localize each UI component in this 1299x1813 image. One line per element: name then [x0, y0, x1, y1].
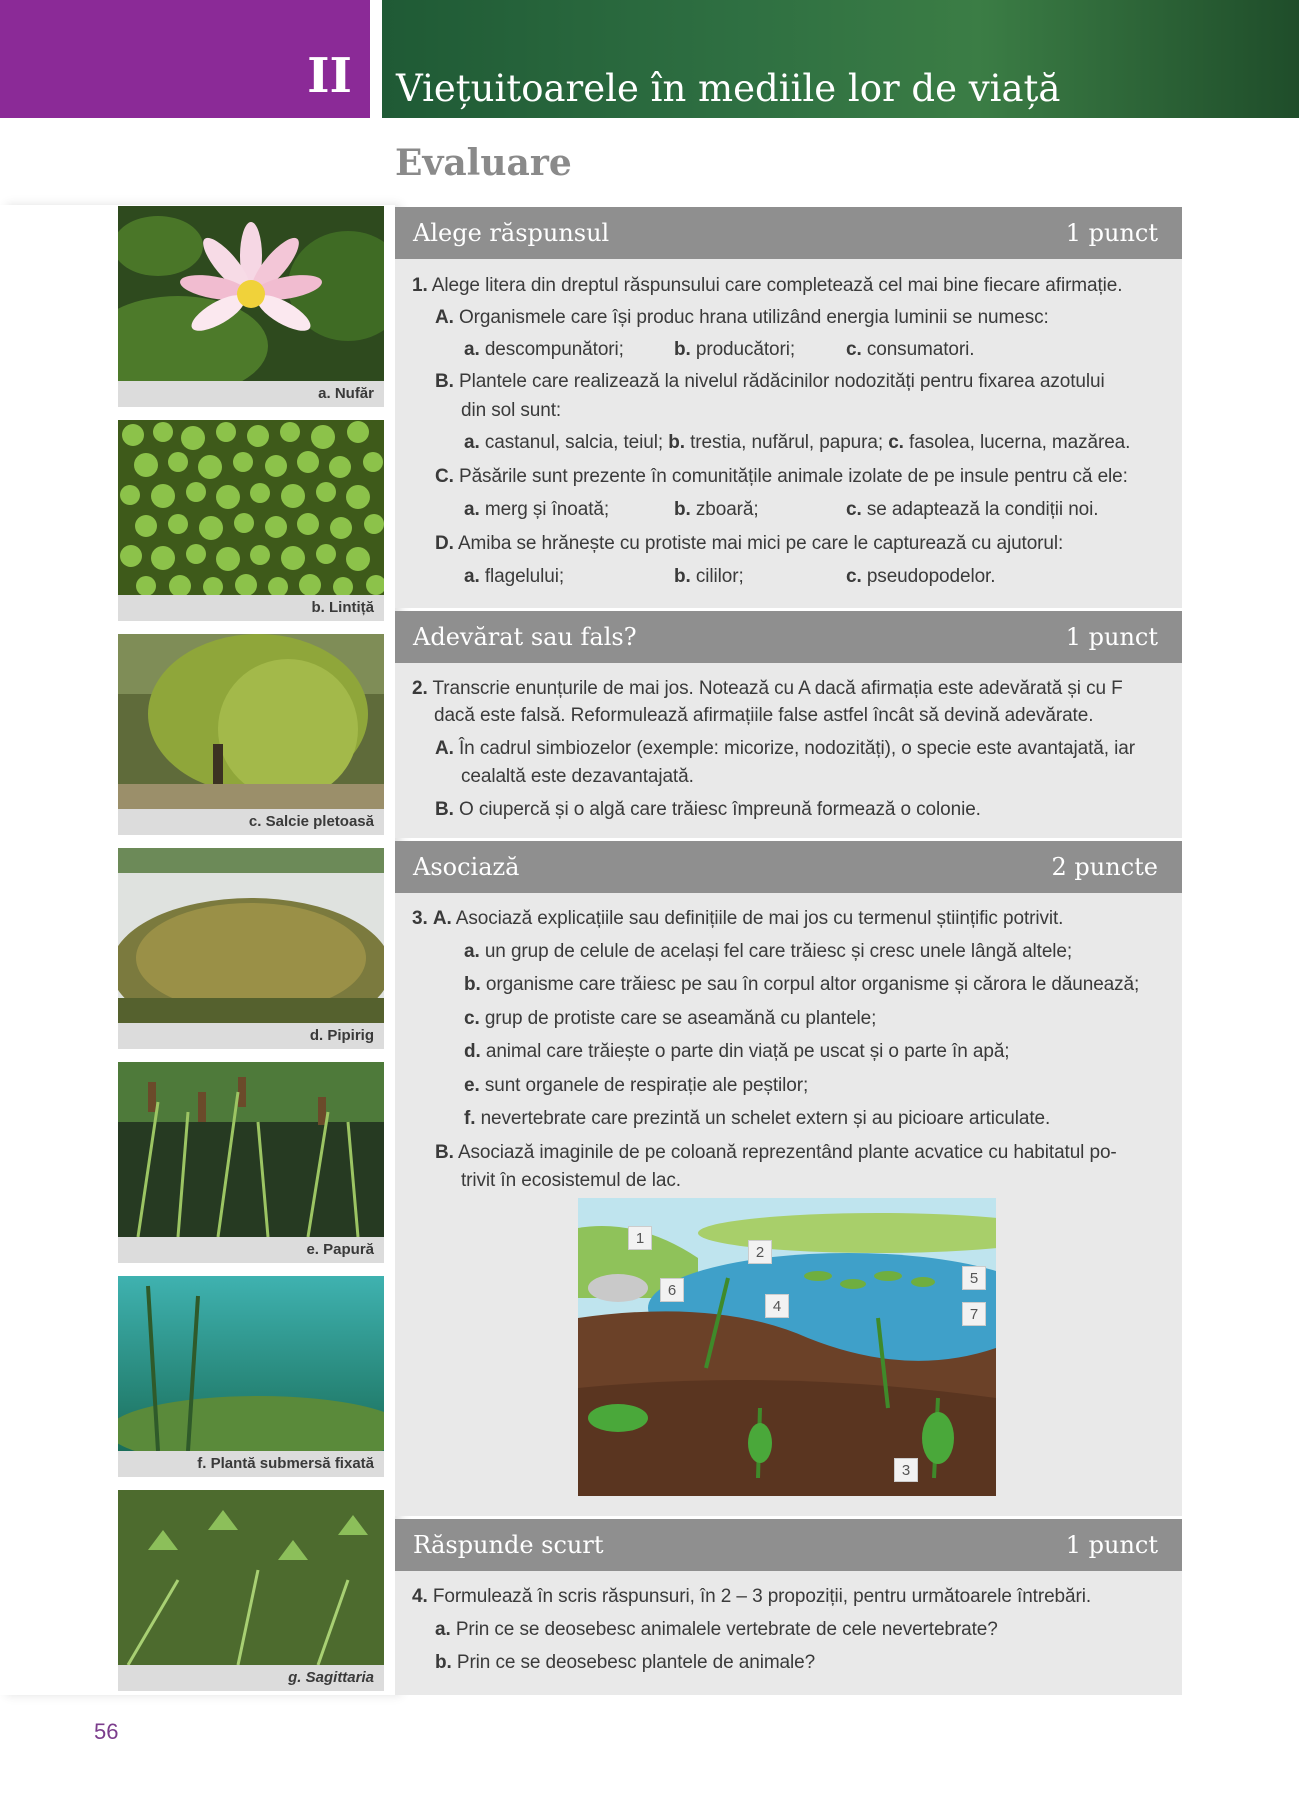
diagram-label: 2: [748, 1240, 772, 1264]
chapter-title: Viețuitoarele în mediile lor de viață: [396, 67, 1061, 110]
diagram-label: 4: [765, 1294, 789, 1318]
q1-a-option: c. consumatori.: [846, 339, 975, 360]
section-body-alege: [395, 259, 1182, 608]
section-header-adevarat: [395, 611, 1182, 663]
section-title: Asociază: [413, 853, 520, 881]
diagram-label: 3: [894, 1458, 918, 1482]
q2-b: B. O ciupercă și o algă care trăiesc împreună formează o colonie.: [435, 799, 981, 820]
section-points: 2 puncte: [1051, 853, 1158, 881]
photo-nufar: [118, 206, 384, 407]
weeping-willow-image: [118, 634, 384, 809]
section-points: 1 punct: [1065, 219, 1158, 247]
photo-caption: g. Sagittaria: [118, 1665, 384, 1691]
q2-prompt: 2. Transcrie enunțurile de mai jos. Notează cu A dacă afirmația este adevărată și cu F: [412, 678, 1123, 699]
section-points: 1 punct: [1065, 623, 1158, 651]
photo-caption: a. Nufăr: [118, 381, 384, 407]
section-header-raspunde: [395, 1519, 1182, 1571]
q1-b-options: a. castanul, salcia, teiul; b. trestia, nufărul, papura; c. fasolea, lucerna, mazărea.: [464, 432, 1131, 453]
q4-b: b. Prin ce se deosebesc plantele de animale?: [435, 1652, 816, 1673]
duckweed-image: [118, 420, 384, 595]
q4-a: a. Prin ce se deosebesc animalele vertebrate de cele nevertebrate?: [435, 1619, 998, 1640]
q1-c-option: c. se adaptează la condiții noi.: [846, 499, 1099, 520]
q3-item: e. sunt organele de respirație ale peștilor;: [464, 1075, 809, 1096]
q3-item: b. organisme care trăiesc pe sau în corpul altor organisme și cărora le dăunează;: [464, 974, 1140, 995]
chapter-band: [0, 0, 370, 118]
q3-item: d. animal care trăiește o parte din viață pe uscat și o parte în apă;: [464, 1041, 1010, 1062]
rush-image: [118, 848, 384, 1023]
q1-c-option: b. zboară;: [674, 499, 759, 520]
q1-d-option: a. flagelului;: [464, 566, 565, 587]
chapter-title-band: [382, 0, 1299, 118]
photo-pipirig: [118, 848, 384, 1049]
photo-caption: d. Pipirig: [118, 1023, 384, 1049]
q1-d-option: c. pseudopodelor.: [846, 566, 996, 587]
lake-ecosystem-diagram: [578, 1198, 996, 1496]
q3-b-stem: B. Asociază imaginile de pe coloană reprezentând plante acvatice cu habitatul po-: [435, 1142, 1117, 1163]
diagram-label: 5: [962, 1266, 986, 1290]
photo-caption: c. Salcie pletoasă: [118, 809, 384, 835]
photo-papura: [118, 1062, 384, 1263]
water-lily-image: [118, 206, 384, 381]
section-title: Alege răspunsul: [413, 219, 610, 247]
q1-a-stem: A. Organismele care își produc hrana utilizând energia luminii se numesc:: [435, 307, 1049, 328]
diagram-label: 7: [962, 1302, 986, 1326]
q1-d-stem: D. Amiba se hrănește cu protiste mai mici pe care le capturează cu ajutorul:: [435, 533, 1064, 554]
diagram-label: 6: [660, 1278, 684, 1302]
q3-item: f. nevertebrate care prezintă un schelet extern și au picioare articulate.: [464, 1108, 1051, 1129]
photo-caption: f. Plantă submersă fixată: [118, 1451, 384, 1477]
photo-lintita: [118, 420, 384, 621]
q3-item: a. un grup de celule de același fel care trăiesc și cresc unele lângă altele;: [464, 941, 1073, 962]
sagittaria-image: [118, 1490, 384, 1665]
section-points: 1 punct: [1065, 1531, 1158, 1559]
photo-sagittaria: [118, 1490, 384, 1691]
q3-a-stem: 3. A. Asociază explicațiile sau definițiile de mai jos cu termenul științific potrivit.: [412, 908, 1064, 929]
section-body-raspunde: [395, 1571, 1182, 1695]
photo-caption: b. Lintiță: [118, 595, 384, 621]
q1-c-stem: C. Păsările sunt prezente în comunitățile animale izolate de pe insule pentru că ele:: [435, 466, 1128, 487]
section-title: Răspunde scurt: [413, 1531, 604, 1559]
submerged-plant-image: [118, 1276, 384, 1451]
diagram-label: 1: [628, 1226, 652, 1250]
page-title: Evaluare: [395, 142, 572, 184]
section-header-asociaza: [395, 841, 1182, 893]
q1-a-option: a. descompunători;: [464, 339, 624, 360]
chapter-number: II: [307, 48, 352, 104]
q1-b-stem-cont: din sol sunt:: [461, 400, 562, 421]
section-header-alege: [395, 207, 1182, 259]
photo-caption: e. Papură: [118, 1237, 384, 1263]
q2-a-cont: cealaltă este dezavantajată.: [461, 766, 694, 787]
page-number: 56: [94, 1719, 119, 1744]
q1-b-stem: B. Plantele care realizează la nivelul rădăcinilor nodozități pentru fixarea azotului: [435, 371, 1105, 392]
q2-prompt-cont: dacă este falsă. Reformulează afirmațiile false astfel încât să devină adevărate.: [434, 705, 1094, 726]
q3-b-stem-cont: trivit în ecosistemul de lac.: [461, 1170, 681, 1191]
q1-prompt: 1. Alege litera din dreptul răspunsului care completează cel mai bine fiecare afirmație.: [412, 275, 1123, 296]
photo-planta-submersa: [118, 1276, 384, 1477]
q1-a-option: b. producători;: [674, 339, 796, 360]
section-body-adevarat: [395, 663, 1182, 838]
section-title: Adevărat sau fals?: [413, 623, 637, 651]
q1-d-option: b. cililor;: [674, 566, 744, 587]
q2-a: A. În cadrul simbiozelor (exemple: micorize, nodozități), o specie este avantajată, iar: [435, 738, 1135, 759]
cattail-image: [118, 1062, 384, 1237]
photo-salcie: [118, 634, 384, 835]
q1-c-option: a. merg și înoată;: [464, 499, 610, 520]
q4-prompt: 4. Formulează în scris răspunsuri, în 2 – 3 propoziții, pentru următoarele întrebări.: [412, 1586, 1092, 1607]
q3-item: c. grup de protiste care se aseamănă cu plantele;: [464, 1008, 877, 1029]
